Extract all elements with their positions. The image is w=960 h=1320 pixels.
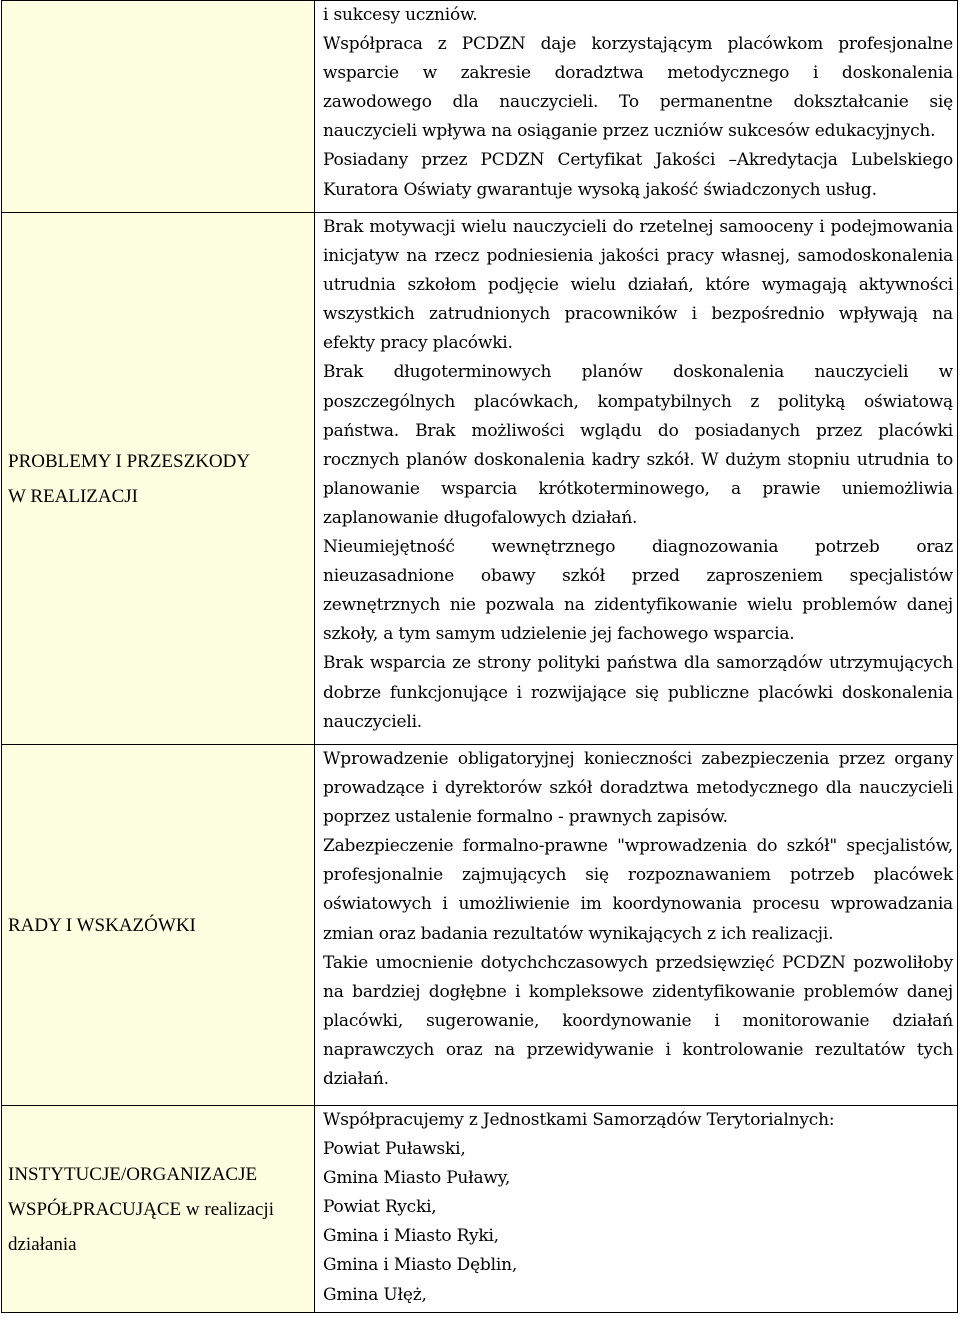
paragraph: Gmina Miasto Puławy, xyxy=(323,1168,511,1189)
row-label-line: WSPÓŁPRACUJĄCE w realizacji xyxy=(8,1198,274,1220)
table-row xyxy=(2,213,958,745)
paragraph: i sukcesy uczniów. xyxy=(323,5,478,25)
table-row xyxy=(2,1,958,213)
paragraph: Gmina i Miasto Dęblin, xyxy=(323,1255,518,1276)
paragraph: Współpraca z PCDZN daje korzystającym placówkom profesjonalne wsparcie w zakresie doradztwa metodycznego i doskonalenia zawodowego dla nauczycieli. To permanentne dokształcanie się nauczycieli wpływa na osiąganie przez uczniów sukcesów edukacyjnych. xyxy=(323,34,953,142)
paragraph: Współpracujemy z Jednostkami Samorządów Terytorialnych: xyxy=(323,1110,835,1130)
row-content-cell xyxy=(315,213,958,745)
paragraph: Nieumiejętność wewnętrznego diagnozowania potrzeb oraz nieuzasadnione obawy szkół przed zaproszeniem specjalistów zewnętrznych nie pozwala na zidentyfikowanie wielu problemów danej szkoły, a tym samym udzielenie jej fachowego wsparcia. xyxy=(323,537,953,645)
paragraph: Brak długoterminowych planów doskonalenia nauczycieli w poszczególnych placówkach, kompatybilnych z polityką oświatową państwa. Brak możliwości wglądu do posiadanych przez placówki rocznych planów doskonalenia kadry szkół. W dużym stopniu utrudnia to planowanie wsparcia krótkoterminowego, a prawie uniemożliwia zaplanowanie długofalowych działań. xyxy=(323,362,953,528)
table-row xyxy=(2,745,958,1106)
row-label-cell xyxy=(2,745,315,1106)
row-content-cell xyxy=(315,745,958,1106)
paragraph: Gmina Ułęż, xyxy=(323,1284,427,1305)
row-content-cell xyxy=(315,1106,958,1313)
row-label-cell xyxy=(2,1,315,213)
paragraph: Brak motywacji wielu nauczycieli do rzetelnej samooceny i podejmowania inicjatyw na rzecz podniesienia jakości pracy własnej, samodoskonalenia utrudnia szkołom podjęcie wielu działań, które wymagają aktywności wszystkich zatrudnionych pracowników i bezpośrednio wpływają na efekty pracy placówki. xyxy=(323,217,953,354)
paragraph: Takie umocnienie dotychchczasowych przedsięwzięć PCDZN pozwoliłoby na bardziej dogłębne i kompleksowe zidentyfikowanie problemów danej placówki, sugerowanie, koordynowanie i monitorowanie działań naprawczych oraz na przewidywanie i kontrolowanie rezultatów tych działań. xyxy=(323,952,953,1090)
row-label-line: PROBLEMY I PRZESZKODY xyxy=(8,450,251,472)
paragraph: Wprowadzenie obligatoryjnej konieczności zabezpieczenia przez organy prowadzące i dyrektorów szkół doradztwa metodycznego dla nauczycieli poprzez ustalenie formalno - prawnych zapisów. xyxy=(323,749,953,828)
row-label-line: INSTYTUCJE/ORGANIZACJE xyxy=(8,1163,258,1185)
row-content-cell xyxy=(315,1,958,213)
table-row xyxy=(2,1106,958,1313)
document-table xyxy=(1,0,958,1313)
paragraph: Brak wsparcia ze strony polityki państwa dla samorządów utrzymujących dobrze funkcjonujące i rozwijające się publiczne placówki doskonalenia nauczycieli. xyxy=(323,653,953,732)
row-label-line: działania xyxy=(8,1233,77,1255)
row-label-line: W REALIZACJI xyxy=(8,485,138,507)
paragraph: Zabezpieczenie formalno-prawne "wprowadzenia do szkół" specjalistów, profesjonalnie zajmujących się rozpoznawaniem potrzeb placówek oświatowych i umożliwienie im koordynowania procesu wprowadzania zmian oraz badania rezultatów wynikających z ich realizacji. xyxy=(323,836,953,944)
row-label-line: RADY I WSKAZÓWKI xyxy=(8,914,196,936)
row-label-cell xyxy=(2,1106,315,1313)
paragraph: Powiat Rycki, xyxy=(323,1197,437,1218)
paragraph: Gmina i Miasto Ryki, xyxy=(323,1226,499,1247)
row-label-cell xyxy=(2,213,315,745)
paragraph: Posiadany przez PCDZN Certyfikat Jakości –Akredytacja Lubelskiego Kuratora Oświaty gwarantuje wysoką jakość świadczonych usług. xyxy=(323,150,953,200)
paragraph: Powiat Puławski, xyxy=(323,1139,466,1160)
